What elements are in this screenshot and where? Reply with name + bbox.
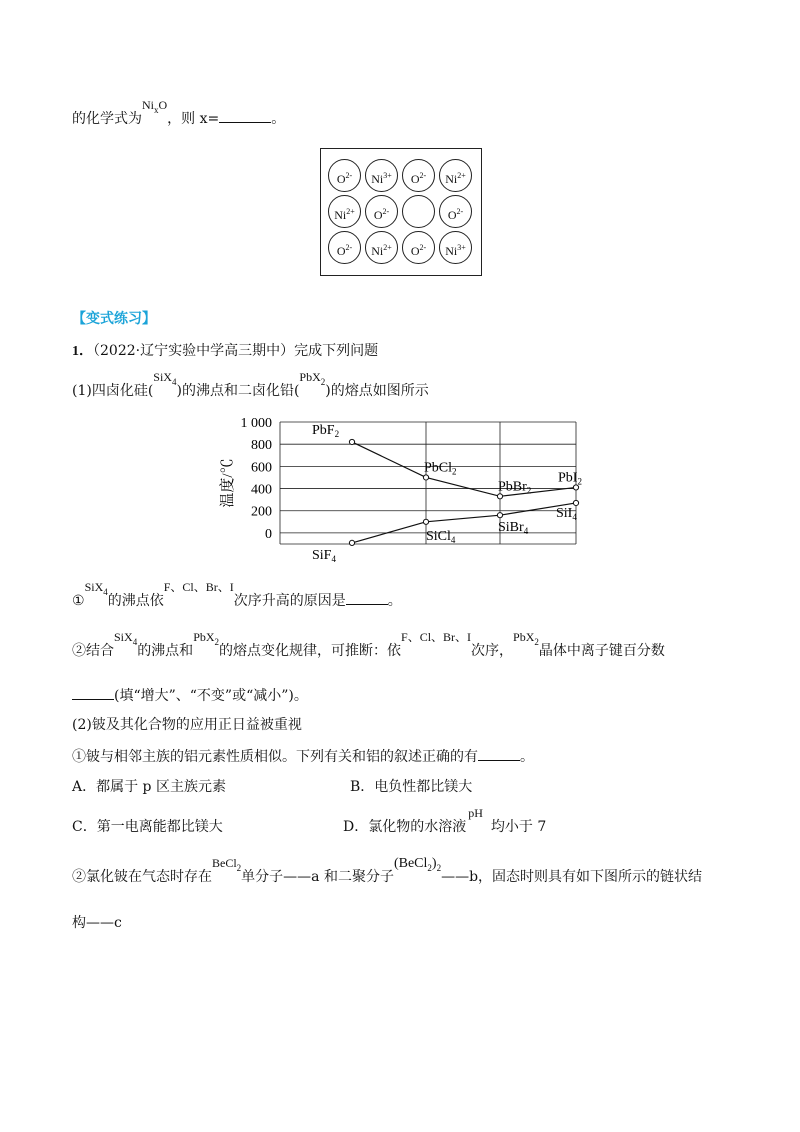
question-1-header: [72, 340, 378, 360]
part-2-intro: (2)铍及其化合物的应用正日益被重视: [72, 717, 302, 733]
series-label-pbi: PbI$_2$: [558, 470, 582, 487]
nixo-crystal-diagram: [320, 148, 482, 276]
series-label-sicl: SiCl$_4$: [426, 528, 456, 545]
ion-o-r1c1: $O^{2-}$: [365, 195, 398, 228]
series-label-pbf: PbF$_2$: [312, 422, 340, 439]
halide-sequence: F、Cl、Br、I: [163, 580, 234, 594]
question-number: 1．: [72, 344, 93, 359]
ion-o-r0c0: $O^{2-}$: [328, 159, 361, 192]
vacancy-site: [402, 195, 435, 228]
ion-ni-r2c3: $Ni^{3+}$: [439, 231, 472, 264]
series-label-sii: SiI$_4$: [556, 505, 577, 522]
y-tick-label: 400: [251, 482, 272, 498]
option-b: B．电负性都比镁大: [350, 779, 473, 795]
ion-ni-r0c3: $Ni^{2+}$: [439, 159, 472, 192]
question-source: （2022·辽宁实验中学高三期中）完成下列问题: [93, 343, 379, 359]
subquestion-4: ②氯化铍在气态时存在BeCl$_2$单分子——a 和二聚分子$(BeCl_2)_2——b$，固态时则具有如下图所示的链状结: [72, 856, 703, 885]
subquestion-4-cont: 构——c: [72, 915, 122, 931]
y-tick-label: 1 000: [240, 416, 272, 431]
ion-o-r2c2: $O^{2-}$: [402, 231, 435, 264]
ion-ni-r1c0: $Ni^{2+}$: [328, 195, 361, 228]
data-point: [497, 513, 502, 518]
series-line-six4: [352, 503, 576, 543]
subquestion-2-cont: (填“增大”、“不变”或“减小”)。: [72, 685, 308, 705]
answer-blank-trend[interactable]: [72, 687, 114, 700]
data-point: [423, 519, 428, 524]
ion-ni-r0c1: $Ni^{3+}$: [365, 159, 398, 192]
nixo-formula: $Ni_xO$: [142, 98, 168, 115]
y-axis: [218, 416, 272, 542]
series-label-pbcl: PbCl$_2$: [424, 460, 457, 477]
option-c: C．第一电离能都比镁大: [72, 819, 223, 835]
ion-ni-r2c1: $Ni^{2+}$: [365, 231, 398, 264]
data-point: [349, 540, 354, 545]
data-point: [349, 439, 354, 444]
data-point: [573, 500, 578, 505]
part-1-intro: (1)四卤化硅(SiX$_4$)的沸点和二卤化铅(PbX$_2$)的熔点如图所示: [72, 370, 429, 399]
answer-blank-reason[interactable]: [346, 592, 388, 605]
boiling-melting-point-chart: [210, 412, 590, 564]
ion-o-r2c0: $O^{2-}$: [328, 231, 361, 264]
data-point: [497, 494, 502, 499]
y-tick-label: 600: [251, 460, 272, 476]
answer-blank-x[interactable]: [219, 110, 271, 123]
ion-o-r0c2: $O^{2-}$: [402, 159, 435, 192]
option-d: D．氯化物的水溶液pH均小于 7: [343, 806, 547, 835]
data-point: [423, 475, 428, 480]
pbx2-formula: PbX$_2$: [299, 370, 326, 387]
six4-formula-2: SiX$_4$: [84, 580, 108, 597]
subquestion-1: ①SiX$_4$的沸点依F、Cl、Br、I次序升高的原因是 。: [72, 580, 402, 609]
intro-line: 的化学式为$Ni_xO$，则 x= 。: [72, 98, 286, 127]
ph-label: pH: [468, 806, 483, 820]
series-label-sif: SiF$_4$: [312, 547, 336, 564]
y-tick-label: 800: [251, 438, 272, 454]
y-tick-label: 0: [265, 526, 272, 542]
subquestion-3: ①铍与相邻主族的铝元素性质相似。下列有关和铝的叙述正确的有 。: [72, 749, 534, 765]
section-tag: 【变式练习】: [72, 311, 156, 327]
option-a: A．都属于 p 区主族元素: [72, 779, 226, 795]
y-axis-label: 温度/℃: [220, 458, 236, 508]
chart-grid: [280, 422, 576, 544]
six4-formula: SiX$_4$: [153, 370, 177, 387]
series-label-sibr: SiBr$_4$: [498, 520, 529, 537]
series-label-pbbr: PbBr$_2$: [498, 479, 532, 496]
y-tick-label: 200: [251, 504, 272, 520]
intro-prefix: 的化学式为: [72, 111, 142, 127]
subquestion-2: ②结合SiX$_4$的沸点和PbX$_2$的熔点变化规律，可推断：依F、Cl、Br、I次序，PbX$_2$晶体中离子键百分数: [72, 630, 665, 659]
intro-suffix: ，则 x=: [167, 111, 220, 127]
ion-o-r1c3: $O^{2-}$: [439, 195, 472, 228]
answer-blank-choice[interactable]: [478, 748, 520, 761]
